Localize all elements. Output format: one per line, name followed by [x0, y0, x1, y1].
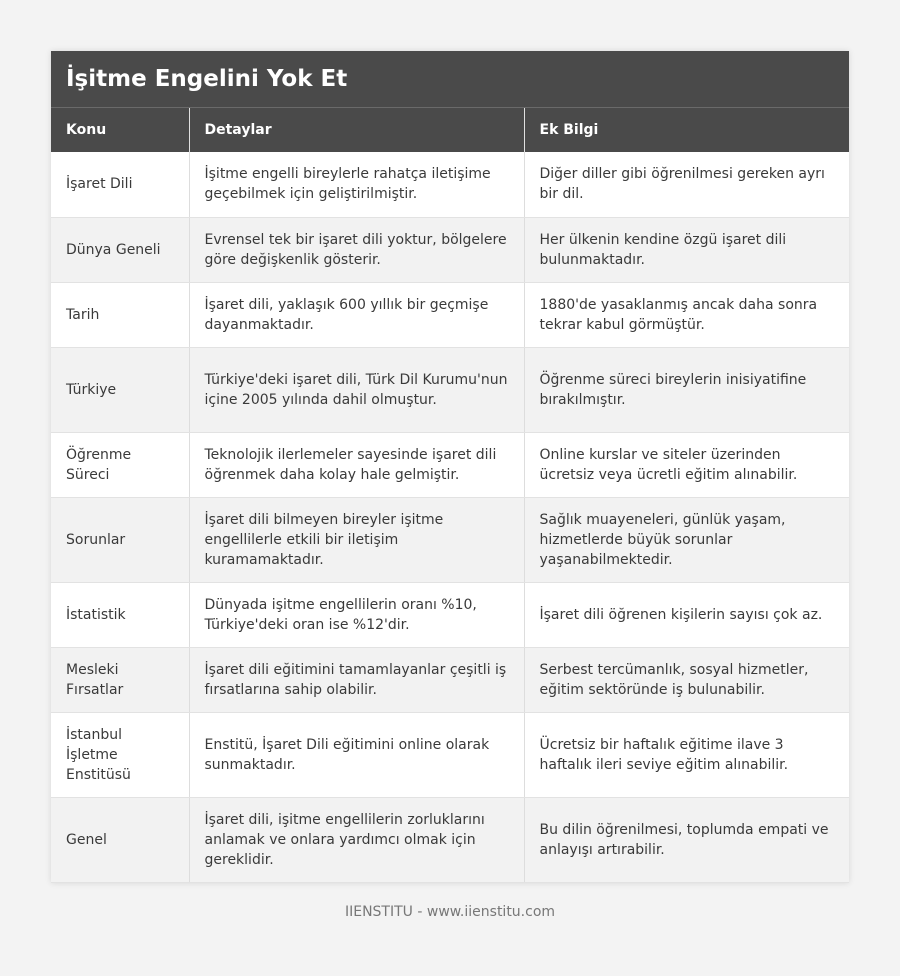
- cell-detaylar: Enstitü, İşaret Dili eğitimini online olarak sunmaktadır.: [189, 712, 524, 797]
- cell-detaylar: İşaret dili eğitimini tamamlayanlar çeşitli iş fırsatlarına sahip olabilir.: [189, 647, 524, 712]
- cell-konu: Dünya Geneli: [51, 217, 189, 282]
- cell-detaylar: Evrensel tek bir işaret dili yoktur, bölgelere göre değişkenlik gösterir.: [189, 217, 524, 282]
- cell-ek-bilgi: Her ülkenin kendine özgü işaret dili bulunmaktadır.: [524, 217, 849, 282]
- cell-detaylar: Teknolojik ilerlemeler sayesinde işaret dili öğrenmek daha kolay hale gelmiştir.: [189, 432, 524, 497]
- table-row: [51, 497, 849, 582]
- table-row: [51, 152, 849, 217]
- cell-detaylar: İşaret dili bilmeyen bireyler işitme engellilerle etkili bir iletişim kuramamaktadır.: [189, 497, 524, 582]
- cell-konu: Sorunlar: [51, 497, 189, 582]
- cell-konu: Türkiye: [51, 347, 189, 432]
- header-row: [51, 108, 849, 152]
- footer-credit: IIENSTITU - www.iienstitu.com: [344, 904, 556, 920]
- table-row: [51, 797, 849, 882]
- cell-ek-bilgi: Bu dilin öğrenilmesi, toplumda empati ve anlayışı artırabilir.: [524, 797, 849, 882]
- cell-ek-bilgi: Sağlık muayeneleri, günlük yaşam, hizmetlerde büyük sorunlar yaşanabilmektedir.: [524, 497, 849, 582]
- table-row: [51, 647, 849, 712]
- cell-konu: Öğrenme Süreci: [51, 432, 189, 497]
- table-title: İşitme Engelini Yok Et: [51, 51, 849, 108]
- column-header-konu: Konu: [51, 108, 189, 152]
- cell-konu: Genel: [51, 797, 189, 882]
- cell-ek-bilgi: Online kurslar ve siteler üzerinden ücretsiz veya ücretli eğitim alınabilir.: [524, 432, 849, 497]
- cell-ek-bilgi: Ücretsiz bir haftalık eğitime ilave 3 haftalık ileri seviye eğitim alınabilir.: [524, 712, 849, 797]
- cell-detaylar: İşaret dili, yaklaşık 600 yıllık bir geçmişe dayanmaktadır.: [189, 282, 524, 347]
- cell-ek-bilgi: Diğer diller gibi öğrenilmesi gereken ayrı bir dil.: [524, 152, 849, 217]
- cell-konu: Mesleki Fırsatlar: [51, 647, 189, 712]
- cell-konu: İşaret Dili: [51, 152, 189, 217]
- table-row: [51, 712, 849, 797]
- table-row: [51, 347, 849, 432]
- cell-detaylar: Türkiye'deki işaret dili, Türk Dil Kurumu'nun içine 2005 yılında dahil olmuştur.: [189, 347, 524, 432]
- cell-ek-bilgi: Öğrenme süreci bireylerin inisiyatifine bırakılmıştır.: [524, 347, 849, 432]
- cell-detaylar: İşitme engelli bireylerle rahatça iletişime geçebilmek için geliştirilmiştir.: [189, 152, 524, 217]
- column-header-ek-bilgi: Ek Bilgi: [524, 108, 849, 152]
- table-row: [51, 582, 849, 647]
- cell-ek-bilgi: Serbest tercümanlık, sosyal hizmetler, eğitim sektöründe iş bulunabilir.: [524, 647, 849, 712]
- info-table-card: [51, 51, 849, 883]
- info-table: [51, 108, 849, 883]
- cell-konu: Tarih: [51, 282, 189, 347]
- cell-ek-bilgi: İşaret dili öğrenen kişilerin sayısı çok az.: [524, 582, 849, 647]
- table-row: [51, 282, 849, 347]
- cell-konu: İstanbul İşletme Enstitüsü: [51, 712, 189, 797]
- cell-detaylar: İşaret dili, işitme engellilerin zorluklarını anlamak ve onlara yardımcı olmak için gereklidir.: [189, 797, 524, 882]
- table-row: [51, 217, 849, 282]
- cell-ek-bilgi: 1880'de yasaklanmış ancak daha sonra tekrar kabul görmüştür.: [524, 282, 849, 347]
- cell-konu: İstatistik: [51, 582, 189, 647]
- table-row: [51, 432, 849, 497]
- column-header-detaylar: Detaylar: [189, 108, 524, 152]
- cell-detaylar: Dünyada işitme engellilerin oranı %10, Türkiye'deki oran ise %12'dir.: [189, 582, 524, 647]
